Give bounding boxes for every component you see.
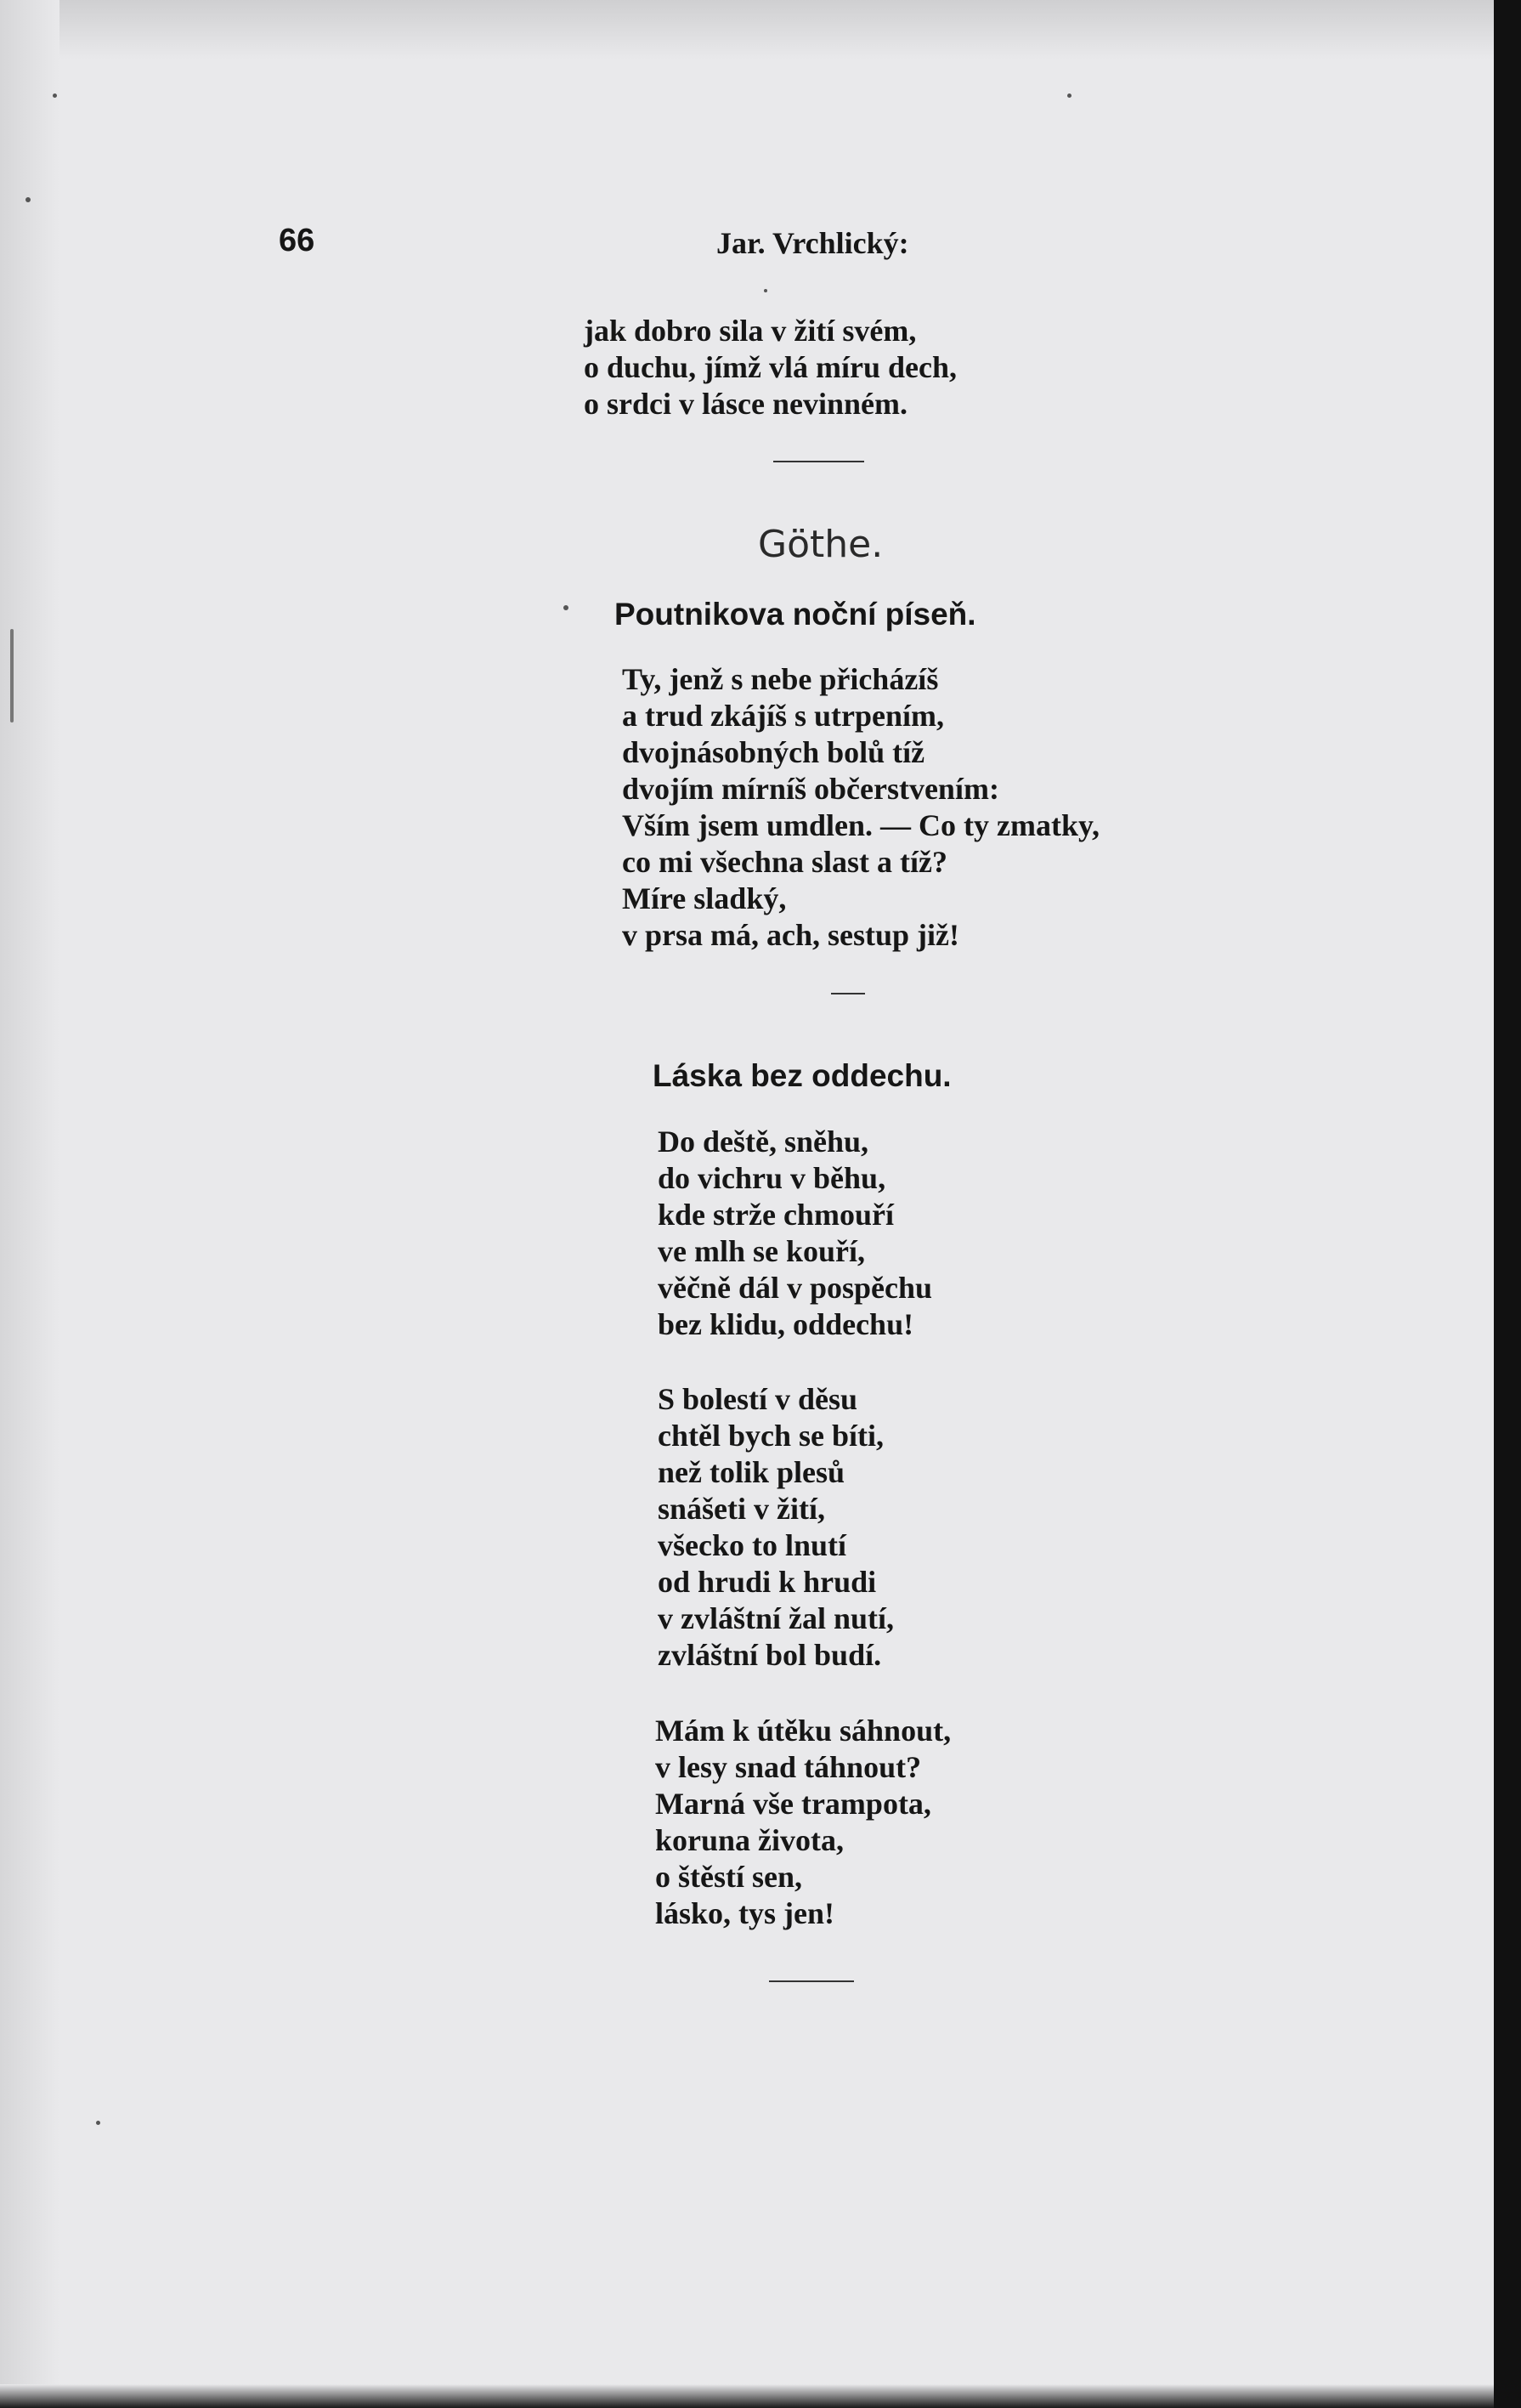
verse-line: než tolik plesů [658,1455,845,1489]
scan-shadow-left [0,0,59,2408]
verse-line: Míre sladký, [622,881,787,915]
scan-edge-mark [10,629,14,722]
verse-line: jak dobro sila v žití svém, [584,314,917,348]
verse-line: Mám k útěku sáhnout, [655,1714,952,1748]
poem1-stanza [622,661,1100,954]
scan-speck [764,289,767,292]
verse-line: o srdci v lásce nevinném. [584,387,908,421]
verse-line: dvojnásobných bolů tíž [622,735,925,769]
end-divider [769,1980,854,1982]
verse-line: o štěstí sen, [655,1860,802,1894]
verse-line: všecko to lnutí [658,1528,847,1562]
verse-line: chtěl bych se bíti, [658,1419,884,1453]
scan-speck [96,2121,100,2125]
verse-line: lásko, tys jen! [655,1896,835,1930]
verse-line: ve mlh se kouří, [658,1234,866,1268]
verse-line: v prsa má, ach, sestup již! [622,918,959,952]
verse-line: co mi všechna slast a tíž? [622,845,947,879]
stanza-top [584,313,957,422]
verse-line: zvláštní bol budí. [658,1638,882,1672]
scan-shadow-bottom [0,2384,1496,2408]
verse-line: Marná vše trampota, [655,1787,931,1821]
verse-line: od hrudi k hrudi [658,1565,877,1599]
poet-name: Göthe. [758,523,884,566]
verse-line: snášeti v žití, [658,1492,825,1526]
scan-speck [563,605,568,610]
page-number: 66 [279,223,315,258]
verse-line: dvojím mírníš občerstvením: [622,772,999,806]
poem-title: Poutnikova noční píseň. [614,597,976,632]
scan-speck [1067,93,1071,98]
verse-line: v lesy snad táhnout? [655,1750,922,1784]
verse-line: koruna života, [655,1823,845,1857]
section-divider [773,461,864,462]
verse-line: a trud zkájíš s utrpením, [622,699,945,733]
verse-line: Ty, jenž s nebe přicházíš [622,662,939,696]
scan-speck [25,197,31,202]
poem-divider [831,993,865,994]
verse-line: S bolestí v děsu [658,1382,858,1416]
poem2-stanza-2 [658,1381,894,1674]
scan-right-edge [1494,0,1521,2408]
poem2-stanza-1 [658,1124,932,1343]
verse-line: Do deště, sněhu, [658,1125,869,1159]
running-head: Jar. Vrchlický: [716,226,909,260]
poem-title: Láska bez oddechu. [653,1058,952,1093]
verse-line: do vichru v běhu, [658,1161,886,1195]
verse-line: bez klidu, oddechu! [658,1307,914,1341]
scan-shadow-top [0,0,1496,59]
verse-line: v zvláštní žal nutí, [658,1601,895,1635]
verse-line: o duchu, jímž vlá míru dech, [584,350,958,384]
verse-line: věčně dál v pospěchu [658,1271,933,1305]
scan-speck [53,93,57,98]
poem2-stanza-3 [655,1713,951,1932]
verse-line: Vším jsem umdlen. — Co ty zmatky, [622,808,1100,842]
verse-line: kde strže chmouří [658,1198,894,1232]
